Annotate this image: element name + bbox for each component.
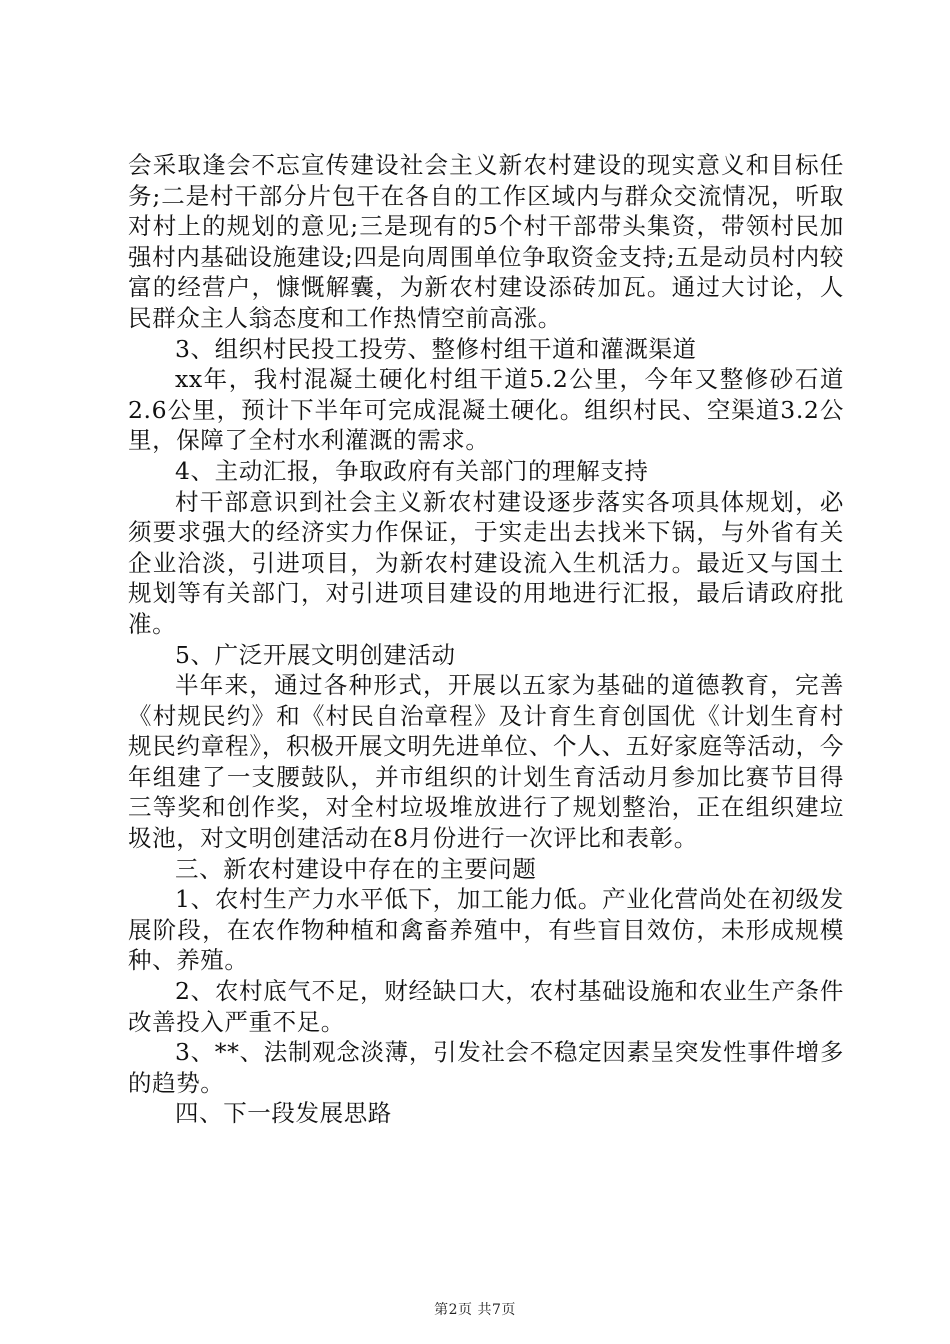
problem-item-3: 3、**、法制观念淡薄，引发社会不稳定因素呈突发性事件增多的趋势。 [128,1038,844,1097]
paragraph-item-3: xx年，我村混凝土硬化村组干道5.2公里，今年又整修砂石道2.6公里，预计下半年可完成混凝土硬化。组织村民、空渠道3.2公里，保障了全村水利灌溉的需求。 [128,365,844,455]
problem-item-1: 1、农村生产力水平低下，加工能力低。产业化营尚处在初级发展阶段，在农作物种植和禽畜养殖中，有些盲目效仿，未形成规模种、养殖。 [128,885,844,975]
heading-item-3: 3、组织村民投工投劳、整修村组干道和灌溉渠道 [175,334,697,363]
document-body [128,150,844,1129]
paragraph-item-4: 村干部意识到社会主义新农村建设逐步落实各项具体规划，必须要求强大的经济实力作保证，于实走出去找米下锅，与外省有关企业洽淡，引进项目，为新农村建设流入生机活力。最近又与国土规划等有关部门，对引进项目建设的用地进行汇报，最后请政府批准。 [128,487,844,638]
paragraph-intro-continued: 会采取逢会不忘宣传建设社会主义新农村建设的现实意义和目标任务;二是村干部分片包干在各自的工作区域内与群众交流情况，听取对村上的规划的意见;三是现有的5个村干部带头集资，带领村民加强村内基础设施建设;四是向周围单位争取资金支持;五是动员村内较富的经营户，慷慨解囊，为新农村建设添砖加瓦。通过大讨论，人民群众主人翁态度和工作热情空前高涨。 [128,151,844,332]
page-number-footer: 第2页 共7页 [434,1302,516,1318]
problem-item-2: 2、农村底气不足，财经缺口大，农村基础设施和农业生产条件改善投入严重不足。 [128,977,844,1036]
heading-item-4: 4、主动汇报，争取政府有关部门的理解支持 [175,456,649,485]
section-heading-4: 四、下一段发展思路 [175,1099,392,1128]
paragraph-item-5: 半年来，通过各种形式，开展以五家为基础的道德教育，完善《村规民约》和《村民自治章程》及计育生育创国优《计划生育村规民约章程》，积极开展文明先进单位、个人、五好家庭等活动，今年组建了一支腰鼓队，并市组织的计划生育活动月参加比赛节目得三等奖和创作奖，对全村垃圾堆放进行了规划整治，正在组织建垃圾池，对文明创建活动在8月份进行一次评比和表彰。 [128,671,844,853]
heading-item-5: 5、广泛开展文明创建活动 [175,640,456,669]
section-heading-3: 三、新农村建设中存在的主要问题 [175,854,537,883]
